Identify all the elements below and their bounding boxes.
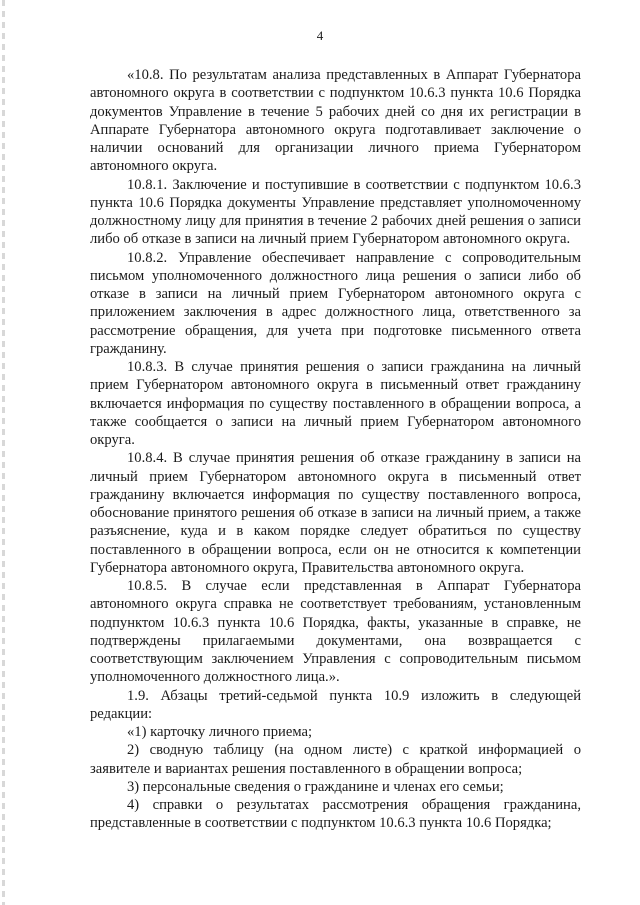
list-item-3: 3) персональные сведения о гражданине и членах его семьи;: [127, 778, 504, 795]
page-number: 4: [316, 28, 324, 43]
paragraph-10-8-3: 10.8.3. В случае принятия решения о записи гражданина на личный прием Губернатором автономного округа в письменный ответ гражданину включается информация по существу поставленного в обращении вопроса, а также сообщается о записи на личный прием Губернатором автономного округа.: [90, 359, 581, 448]
document-body: [90, 66, 581, 833]
paragraph-1-9: 1.9. Абзацы третий-седьмой пункта 10.9 изложить в следующей редакции:: [90, 687, 581, 722]
paragraph-10-8-5: 10.8.5. В случае если представленная в Аппарат Губернатора автономного округа справка не соответствует требованиям, установленным подпунктом 10.6.3 пункта 10.6 Порядка, факты, указанные в справке, не подтверждены прилагаемыми документами, она возвращается с соответствующим заключением Управления с сопроводительным письмом уполномоченного должностного лица.».: [90, 578, 581, 686]
paragraph-10-8-4: 10.8.4. В случае принятия решения об отказе гражданину в записи на личный прием Губернатором автономного округа в письменный ответ гражданину включается информация по существу поставленного вопроса, обоснование принятого решения об отказе в записи на личный прием, а также разъяснение, куда и в каком порядке следует обратиться по существу поставленного в обращении вопроса, если он не относится к компетенции Губернатора автономного округа, Правительства автономного округа.: [90, 450, 581, 576]
list-item-1: «1) карточку личного приема;: [127, 724, 312, 740]
paragraph-10-8-2: 10.8.2. Управление обеспечивает направление с сопроводительным письмом уполномоченного должностного лица решения о записи либо об отказе в записи на личный прием Губернатором автономного округа с приложением заключения в адрес должностного лица, ответственного за рассмотрение обращения, для учета при подготовке письменного ответа гражданину.: [90, 249, 581, 357]
paragraph-10-8-1: 10.8.1. Заключение и поступившие в соответствии с подпунктом 10.6.3 пункта 10.6 Порядка документы Управление представляет уполномоченному должностному лицу для принятия в течение 2 рабочих дней решения о записи либо об отказе в записи на личный прием Губернатором автономного округа.: [90, 176, 581, 248]
list-item-2: 2) сводную таблицу (на одном листе) с краткой информацией о заявителе и вариантах решения поставленного в обращении вопроса;: [90, 742, 581, 777]
scan-edge-artifact: [2, 0, 5, 905]
paragraph-10-8: «10.8. По результатам анализа представленных в Аппарат Губернатора автономного округа в соответствии с подпунктом 10.6.3 пункта 10.6 Порядка документов Управление в течение 5 рабочих дней со дня их регистрации в Аппарате Губернатора автономного округа подготавливает заключение о наличии оснований для организации личного приема Губернатором автономного округа.: [90, 67, 581, 175]
list-item-4: 4) справки о результатах рассмотрения обращения гражданина, представленные в соответствии с подпунктом 10.6.3 пункта 10.6 Порядка;: [90, 797, 581, 832]
